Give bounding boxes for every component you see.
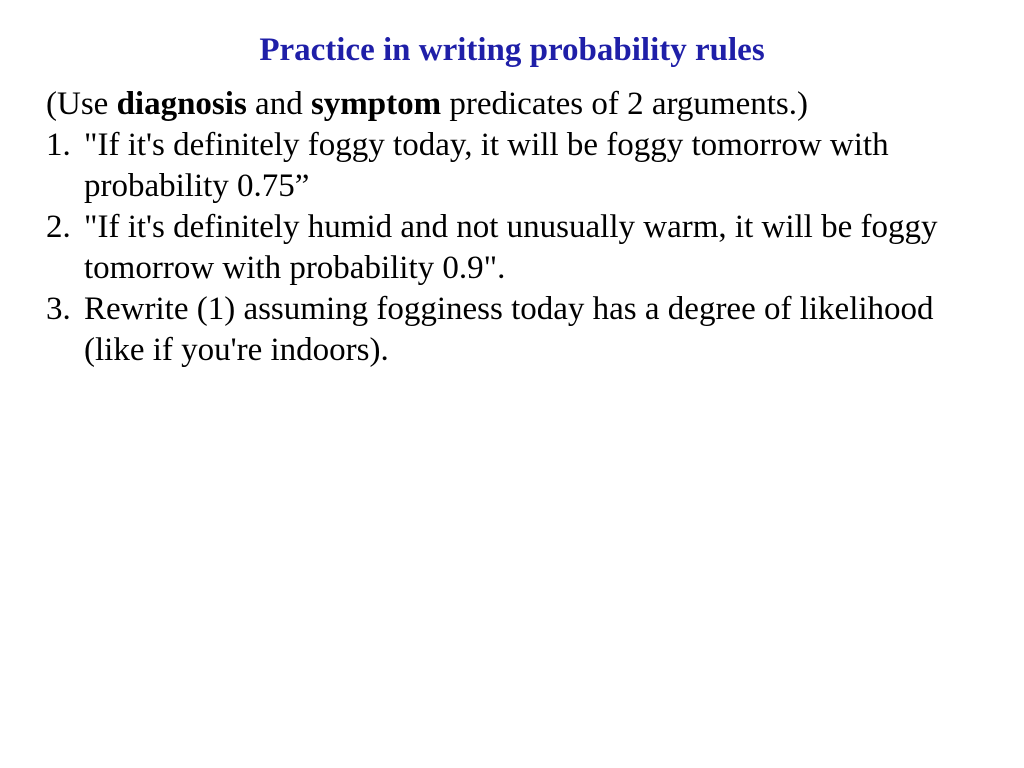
list-item-text: "If it's definitely humid and not unusually warm, it will be foggy tomorrow with probability 0.9". — [84, 209, 938, 286]
list-item-number: 3. — [46, 291, 71, 327]
list-item-3 — [46, 289, 996, 371]
list-item-number: 2. — [46, 209, 71, 245]
intro-line — [46, 84, 996, 125]
slide-body — [46, 84, 996, 371]
intro-suffix: predicates of 2 arguments.) — [441, 86, 808, 122]
intro-term-diagnosis: diagnosis — [116, 86, 247, 122]
list-item-number: 1. — [46, 127, 71, 163]
intro-term-symptom: symptom — [310, 86, 442, 122]
slide-title: Practice in writing probability rules — [259, 32, 765, 68]
intro-prefix: (Use — [46, 86, 117, 122]
list-item-1 — [46, 125, 996, 207]
list-item-text: "If it's definitely foggy today, it will be foggy tomorrow with probability 0.75” — [84, 127, 889, 204]
list-item-text: Rewrite (1) assuming fogginess today has a degree of likelihood (like if you're indoors). — [84, 291, 934, 368]
intro-middle: and — [246, 86, 311, 122]
list-item-2 — [46, 207, 996, 289]
